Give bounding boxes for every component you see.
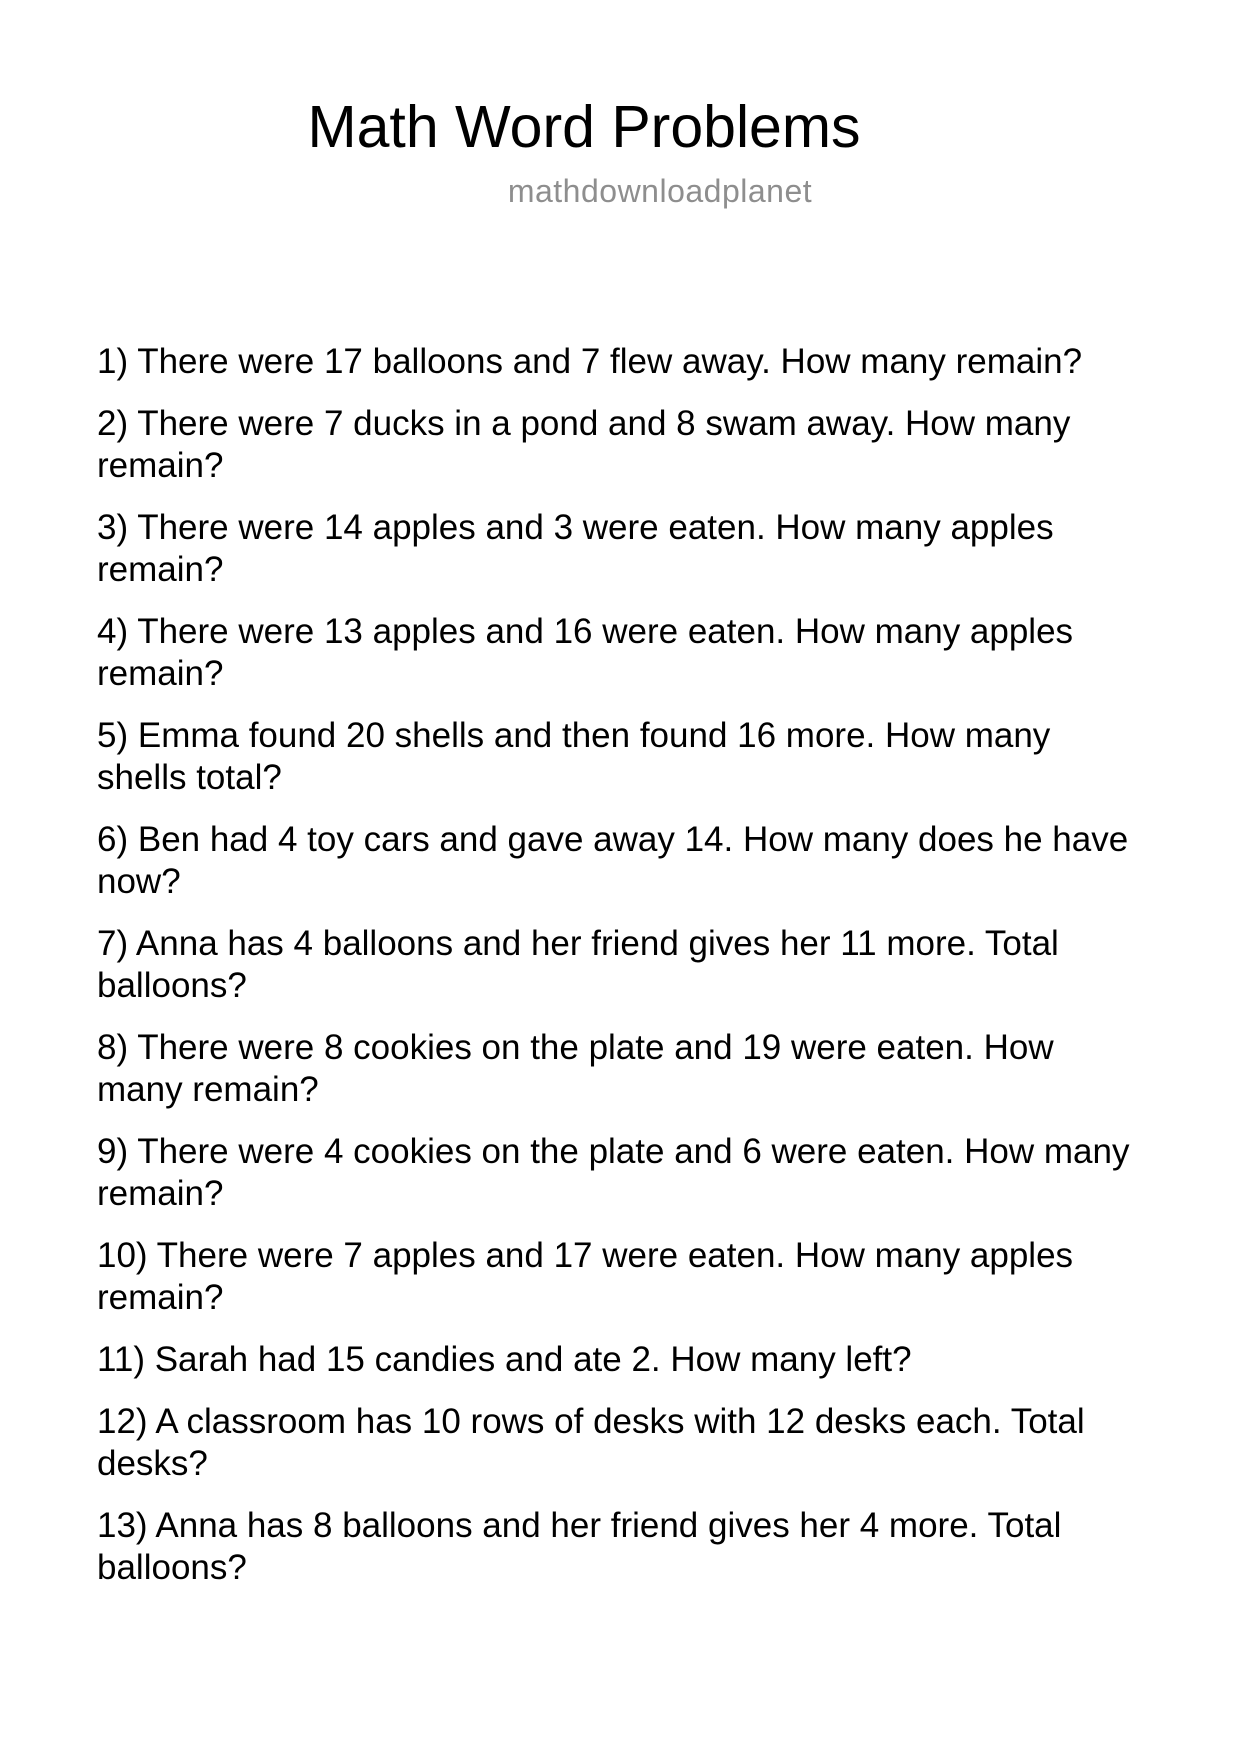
problem-item-1 <box>97 341 1160 383</box>
problem-item-11 <box>97 1339 1160 1381</box>
problem-line: shells total? <box>97 758 282 798</box>
problem-line: 9) There were 4 cookies on the plate and 6 were eaten. How many <box>97 1132 1130 1172</box>
problem-item-7 <box>97 923 1160 1007</box>
problem-line: 8) There were 8 cookies on the plate and 19 were eaten. How <box>97 1028 1054 1068</box>
problem-line: 3) There were 14 apples and 3 were eaten. How many apples <box>97 508 1054 548</box>
problem-item-3 <box>97 507 1160 591</box>
problem-item-12 <box>97 1401 1160 1485</box>
problem-item-8 <box>97 1027 1160 1111</box>
problem-line: 12) A classroom has 10 rows of desks with 12 desks each. Total <box>97 1402 1085 1442</box>
problem-line: 13) Anna has 8 balloons and her friend gives her 4 more. Total <box>97 1506 1062 1546</box>
page-subtitle: mathdownloadplanet <box>507 172 813 209</box>
problem-line: remain? <box>97 446 224 486</box>
problem-line: remain? <box>97 654 224 694</box>
problem-line: 6) Ben had 4 toy cars and gave away 14. How many does he have <box>97 820 1129 860</box>
problem-item-9 <box>97 1131 1160 1215</box>
page-title: Math Word Problems <box>307 94 861 160</box>
problem-line: desks? <box>97 1444 208 1484</box>
problems-list <box>97 341 1160 1589</box>
problem-line: 11) Sarah had 15 candies and ate 2. How many left? <box>97 1340 912 1380</box>
problem-line: balloons? <box>97 1548 247 1588</box>
problem-line: 5) Emma found 20 shells and then found 16 more. How many <box>97 716 1051 756</box>
problem-line: 10) There were 7 apples and 17 were eaten. How many apples <box>97 1236 1074 1276</box>
problem-item-10 <box>97 1235 1160 1319</box>
problem-item-13 <box>97 1505 1160 1589</box>
problem-item-4 <box>97 611 1160 695</box>
worksheet-header <box>0 0 1240 209</box>
problem-item-2 <box>97 403 1160 487</box>
problem-line: 1) There were 17 balloons and 7 flew away. How many remain? <box>97 342 1083 382</box>
problem-line: now? <box>97 862 181 902</box>
problem-line: remain? <box>97 1278 224 1318</box>
problem-line: 7) Anna has 4 balloons and her friend gives her 11 more. Total <box>97 924 1059 964</box>
problem-line: 2) There were 7 ducks in a pond and 8 swam away. How many <box>97 404 1071 444</box>
problem-item-6 <box>97 819 1160 903</box>
problem-line: remain? <box>97 1174 224 1214</box>
problem-item-5 <box>97 715 1160 799</box>
problem-line: 4) There were 13 apples and 16 were eaten. How many apples <box>97 612 1074 652</box>
problem-line: balloons? <box>97 966 247 1006</box>
problem-line: remain? <box>97 550 224 590</box>
problem-line: many remain? <box>97 1070 319 1110</box>
